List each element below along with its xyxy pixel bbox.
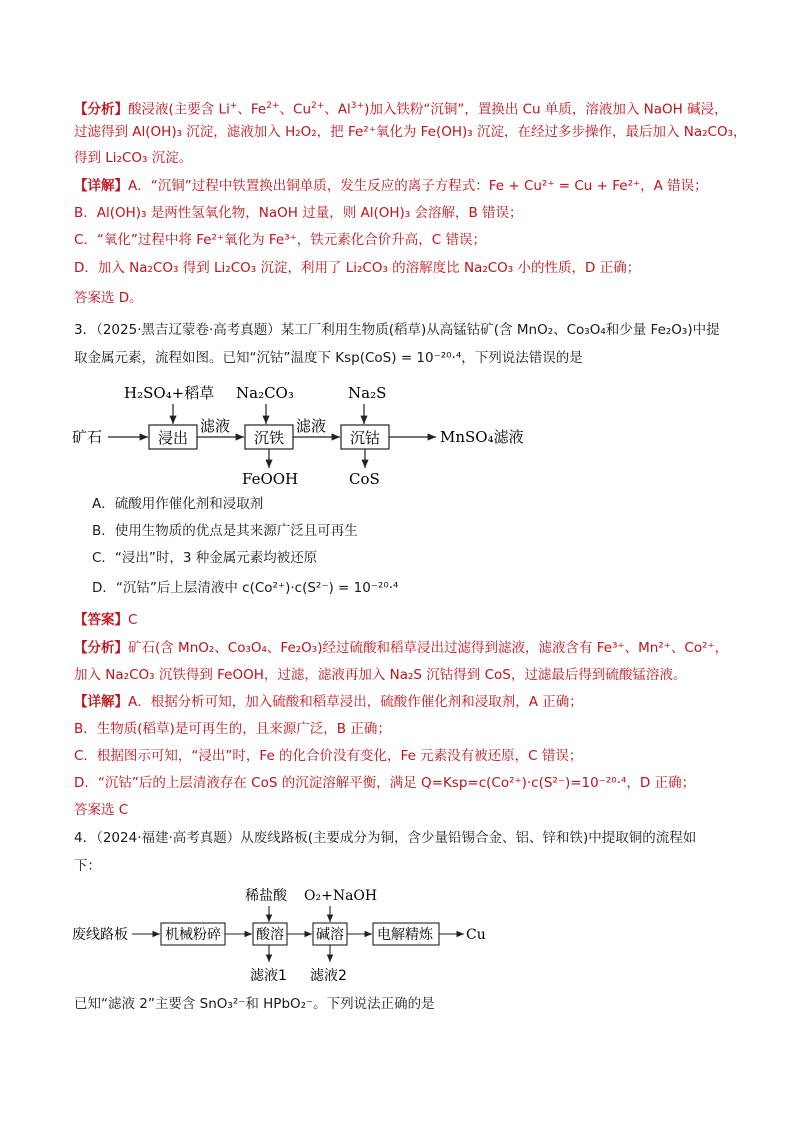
flow-start-waste-board: 废线路板 — [72, 927, 128, 943]
flow-input-na2co3: Na₂CO₃ — [236, 384, 294, 402]
q3-detail-a: 【详解】A．根据分析可知，加入硫酸和稻草浸出，硫酸作催化剂和浸取剂，A 正确； — [74, 694, 583, 710]
q2-detail-b: B．Al(OH)₃ 是两性氢氧化物，NaOH 过量，则 Al(OH)₃ 会溶解，B 错误； — [74, 205, 523, 221]
q3-option-d: D．“沉钴”后上层清液中 c(Co²⁺)·c(S²⁻) = 10⁻²⁰·⁴ — [92, 580, 399, 596]
q3-option-a: A．硫酸用作催化剂和浸取剂 — [92, 496, 264, 512]
q3-analysis-line-1: 【分析】矿石(含 MnO₂、Co₃O₄、Fe₂O₃)经过硫酸和稻草浸出过滤得到滤液，滤液含有 Fe³⁺、Mn²⁺、Co²⁺， — [74, 640, 729, 656]
q4-stem-line-2: 下： — [74, 858, 101, 874]
analysis-label: 【分析】 — [74, 640, 128, 656]
q3-option-c: C．“浸出”时，3 种金属元素均被还原 — [92, 550, 318, 566]
q2-answer: 答案选 D。 — [74, 290, 143, 306]
q4-known-condition: 已知“滤液 2”主要含 SnO₃²⁻和 HPbO₂⁻。下列说法正确的是 — [74, 996, 435, 1012]
flow-end-mnso4: MnSO₄滤液 — [440, 428, 524, 446]
flow-filtrate-2: 滤液 — [296, 417, 327, 435]
q4-stem-line-1: 4．（2024·福建·高考真题）从废线路板(主要成分为铜，含少量铅锡合金、铝、锌和铁)中提取铜的流程如 — [74, 830, 697, 846]
flow-output-feooh: FeOOH — [242, 470, 299, 488]
flow-input-acid-straw: H₂SO₄+稻草 — [124, 384, 215, 402]
flow-box-cobalt-precip-label: 沉钴 — [350, 429, 381, 447]
q3-detail-b: B．生物质(稻草)是可再生的，且来源广泛，B 正确； — [74, 721, 391, 737]
q2-detail-d: D．加入 Na₂CO₃ 得到 Li₂CO₃ 沉淀，利用了 Li₂CO₃ 的溶解度比 Na₂CO₃ 小的性质，D 正确； — [74, 260, 641, 276]
flow-box-alkali-dissolve-label: 碱溶 — [316, 927, 344, 943]
q2-analysis-line-1: 【分析】酸浸液(主要含 Li+、$Fe^{2+}$、$Cu^{2+}$、$Al^{3+}$)加入铁粉“沉铜”，置换出 Cu 单质，溶液加入 NaOH 碱浸， — [74, 101, 728, 118]
q3-flowchart — [70, 376, 540, 494]
flow-input-dilute-hcl: 稀盐酸 — [245, 888, 287, 904]
flow-end-cu: Cu — [466, 927, 486, 943]
q3-stem-line-1: 3．（2025·黑吉辽蒙卷·高考真题）某工厂利用生物质(稻草)从高锰钴矿(含 MnO₂、Co₃O₄和少量 Fe₂O₃)中提 — [74, 322, 720, 338]
q2-detail-c: C．“氧化”过程中将 Fe²⁺氧化为 Fe³⁺，铁元素化合价升高，C 错误； — [74, 232, 486, 248]
q4-flowchart — [70, 880, 510, 988]
flow-output-filtrate-2: 滤液2 — [310, 968, 347, 984]
flow-box-iron-precip-label: 沉铁 — [254, 429, 285, 447]
q2-analysis-line-2: 过滤得到 Al(OH)₃ 沉淀，滤液加入 H₂O₂，把 Fe²⁺氧化为 Fe(OH)₃ 沉淀，在经过多步操作，最后加入 Na₂CO₃， — [74, 124, 747, 140]
flow-box-acid-dissolve-label: 酸溶 — [256, 927, 284, 943]
flow-input-o2-naoh: O₂+NaOH — [304, 888, 378, 904]
flow-filtrate-1: 滤液 — [200, 417, 231, 435]
flow-box-leach-label: 浸出 — [158, 429, 189, 447]
answer-value: C — [128, 612, 138, 628]
flow-output-cos: CoS — [349, 470, 380, 488]
detail-label: 【详解】 — [74, 178, 128, 194]
analysis-label: 【分析】 — [74, 101, 128, 118]
q3-analysis-line-2: 加入 Na₂CO₃ 沉铁得到 FeOOH，过滤，滤液再加入 Na₂S 沉钴得到 CoS，过滤最后得到硫酸锰溶液。 — [74, 667, 687, 683]
flow-output-filtrate-1: 滤液1 — [250, 968, 287, 984]
answer-label: 【答案】 — [74, 612, 128, 628]
flow-start-ore: 矿石 — [72, 428, 103, 446]
q2-analysis-line-3: 得到 Li₂CO₃ 沉淀。 — [74, 150, 193, 166]
q3-detail-c: C．根据图示可知，“浸出”时，Fe 的化合价没有变化，Fe 元素没有被还原，C 错误； — [74, 748, 583, 764]
q3-stem-line-2: 取金属元素，流程如图。已知“沉钴”温度下 Ksp(CoS) = 10⁻²⁰·⁴，下列说法错误的是 — [74, 350, 583, 366]
flow-box-electrorefine-label: 电解精炼 — [377, 927, 433, 943]
q3-detail-d: D．“沉钴”后的上层清液存在 CoS 的沉淀溶解平衡，满足 Q=Ksp=c(Co²⁺)·c(S²⁻)=10⁻²⁰·⁴，D 正确； — [74, 775, 696, 791]
q2-detail-a: 【详解】A．“沉铜”过程中铁置换出铜单质，发生反应的离子方程式：Fe + Cu²⁺ = Cu + Fe²⁺，A 错误； — [74, 178, 708, 194]
flow-input-na2s: Na₂S — [348, 384, 387, 402]
q3-answer-line — [74, 610, 137, 630]
q3-option-b: B．使用生物质的优点是其来源广泛且可再生 — [92, 523, 358, 539]
flow-box-crush-label: 机械粉碎 — [165, 927, 221, 943]
detail-label: 【详解】 — [74, 694, 128, 710]
q3-answer: 答案选 C — [74, 802, 129, 818]
